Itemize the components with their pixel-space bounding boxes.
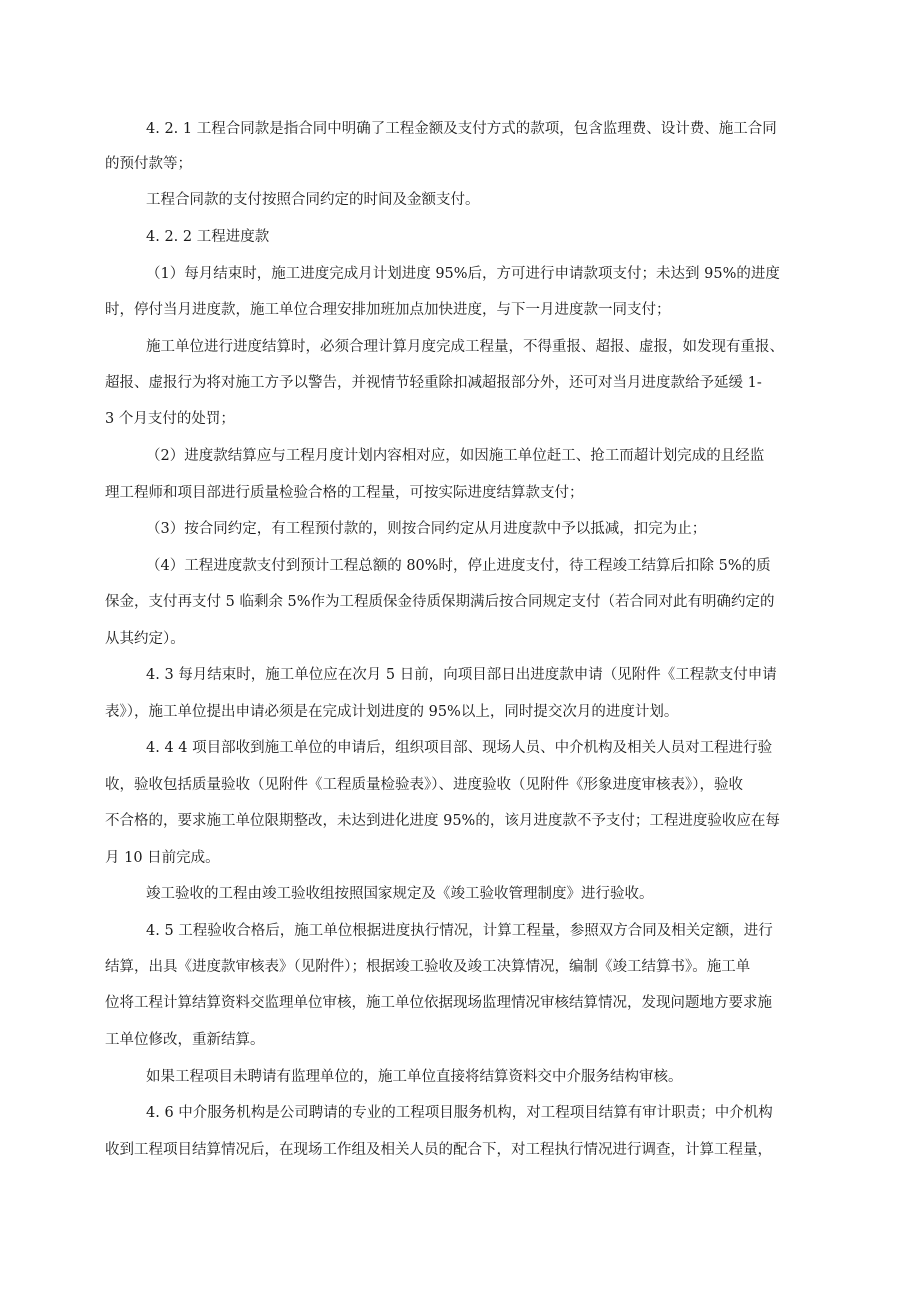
- line-text: 保金，支付再支付 5 临剩余 5%作为工程质保金待质保期满后按合同规定支付（若合同对此有明确约定的: [105, 594, 775, 610]
- text-line: [0, 1027, 920, 1053]
- line-text: 收到工程项目结算情况后，在现场工作组及相关人员的配合下，对工程执行情况进行调查，计算工程量，: [105, 1142, 772, 1158]
- line-text: 位将工程计算结算资料交监理单位审核，施工单位依据现场监理情况审核结算情况，发现问题地方要求施: [105, 995, 772, 1011]
- text-line: [0, 187, 920, 213]
- text-line: [0, 516, 920, 542]
- text-line: [0, 699, 920, 725]
- line-text: （2）进度款结算应与工程月度计划内容相对应，如因施工单位赶工、抢工而超计划完成的且经监: [146, 448, 765, 464]
- text-line: [0, 845, 920, 871]
- line-text: 表》），施工单位提出申请必须是在完成计划进度的 95%以上，同时提交次月的进度计划。: [105, 704, 679, 720]
- line-text: （3）按合同约定，有工程预付款的，则按合同约定从月进度款中予以抵减，扣完为止；: [146, 521, 707, 537]
- line-text: 时，停付当月进度款，施工单位合理安排加班加点加快进度，与下一月进度款一同支付；: [105, 302, 671, 318]
- text-line: [0, 990, 920, 1016]
- line-text: 4. 3 每月结束时，施工单位应在次月 5 日前，向项目部日出进度款申请（见附件《工程款支付申请: [146, 667, 777, 683]
- text-line: [0, 808, 920, 834]
- line-text: 4. 6 中介服务机构是公司聘请的专业的工程项目服务机构，对工程项目结算有审计职责；中介机构: [146, 1105, 773, 1121]
- line-text: 4. 5 工程验收合格后，施工单位根据进度执行情况，计算工程量，参照双方合同及相关定额，进行: [146, 923, 773, 939]
- text-line: [0, 261, 920, 287]
- line-text: 超报、虚报行为将对施工方予以警告，并视情节轻重除扣减超报部分外，还可对当月进度款给予延缓 1-: [105, 375, 762, 391]
- line-text: 3 个月支付的处罚；: [105, 411, 235, 427]
- text-line: [0, 480, 920, 506]
- text-line: [0, 1100, 920, 1126]
- text-line: [0, 954, 920, 980]
- text-line: [0, 370, 920, 396]
- line-text: 不合格的，要求施工单位限期整改，未达到进化进度 95%的，该月进度款不予支付；工程进度验收应在每: [105, 813, 780, 829]
- line-text: 如果工程项目未聘请有监理单位的，施工单位直接将结算资料交中介服务结构审核。: [146, 1069, 683, 1085]
- text-line: [0, 297, 920, 323]
- text-line: [0, 553, 920, 579]
- line-text: 工单位修改，重新结算。: [105, 1032, 265, 1048]
- text-line: [0, 772, 920, 798]
- text-line: [0, 662, 920, 688]
- text-line: [0, 881, 920, 907]
- text-line: [0, 334, 920, 360]
- line-text: 4. 2. 1 工程合同款是指合同中明确了工程金额及支付方式的款项，包含监理费、设计费、施工合同: [146, 121, 777, 137]
- line-text: 收，验收包括质量验收（见附件《工程质量检验表》）、进度验收（见附件《形象进度审核表》），验收: [105, 777, 743, 793]
- line-text: （4）工程进度款支付到预计工程总额的 80%时，停止进度支付，待工程竣工结算后扣除 5%的质: [146, 558, 771, 574]
- line-text: 4. 4 4 项目部收到施工单位的申请后，组织项目部、现场人员、中介机构及相关人员对工程进行验: [146, 740, 773, 756]
- line-text: 4. 2. 2 工程进度款: [146, 229, 270, 245]
- text-line: [0, 151, 920, 177]
- line-text: 结算，出具《进度款审核表》（见附件）；根据竣工验收及竣工决算情况，编制《竣工结算书》。施工单: [105, 959, 751, 975]
- line-text: 理工程师和项目部进行质量检验合格的工程量，可按实际进度结算款支付；: [105, 485, 584, 501]
- text-line: [0, 735, 920, 761]
- text-line: [0, 1064, 920, 1090]
- line-text: 从其约定）。: [105, 631, 185, 647]
- text-line: [0, 918, 920, 944]
- text-line: [0, 116, 920, 142]
- text-line: [0, 589, 920, 615]
- text-line: [0, 406, 920, 432]
- text-line: [0, 1137, 920, 1163]
- line-text: 竣工验收的工程由竣工验收组按照国家规定及《竣工验收管理制度》进行验收。: [146, 886, 654, 902]
- line-text: 月 10 日前完成。: [105, 850, 220, 866]
- line-text: 施工单位进行进度结算时，必须合理计算月度完成工程量，不得重报、超报、虚报，如发现有重报、: [146, 339, 784, 355]
- line-text: 的预付款等；: [105, 156, 192, 172]
- line-text: （1）每月结束时，施工进度完成月计划进度 95%后，方可进行申请款项支付；未达到 95%的进度: [146, 266, 780, 282]
- text-line: [0, 443, 920, 469]
- text-line: [0, 224, 920, 250]
- line-text: 工程合同款的支付按照合同约定的时间及金额支付。: [146, 192, 480, 208]
- text-line: [0, 626, 920, 652]
